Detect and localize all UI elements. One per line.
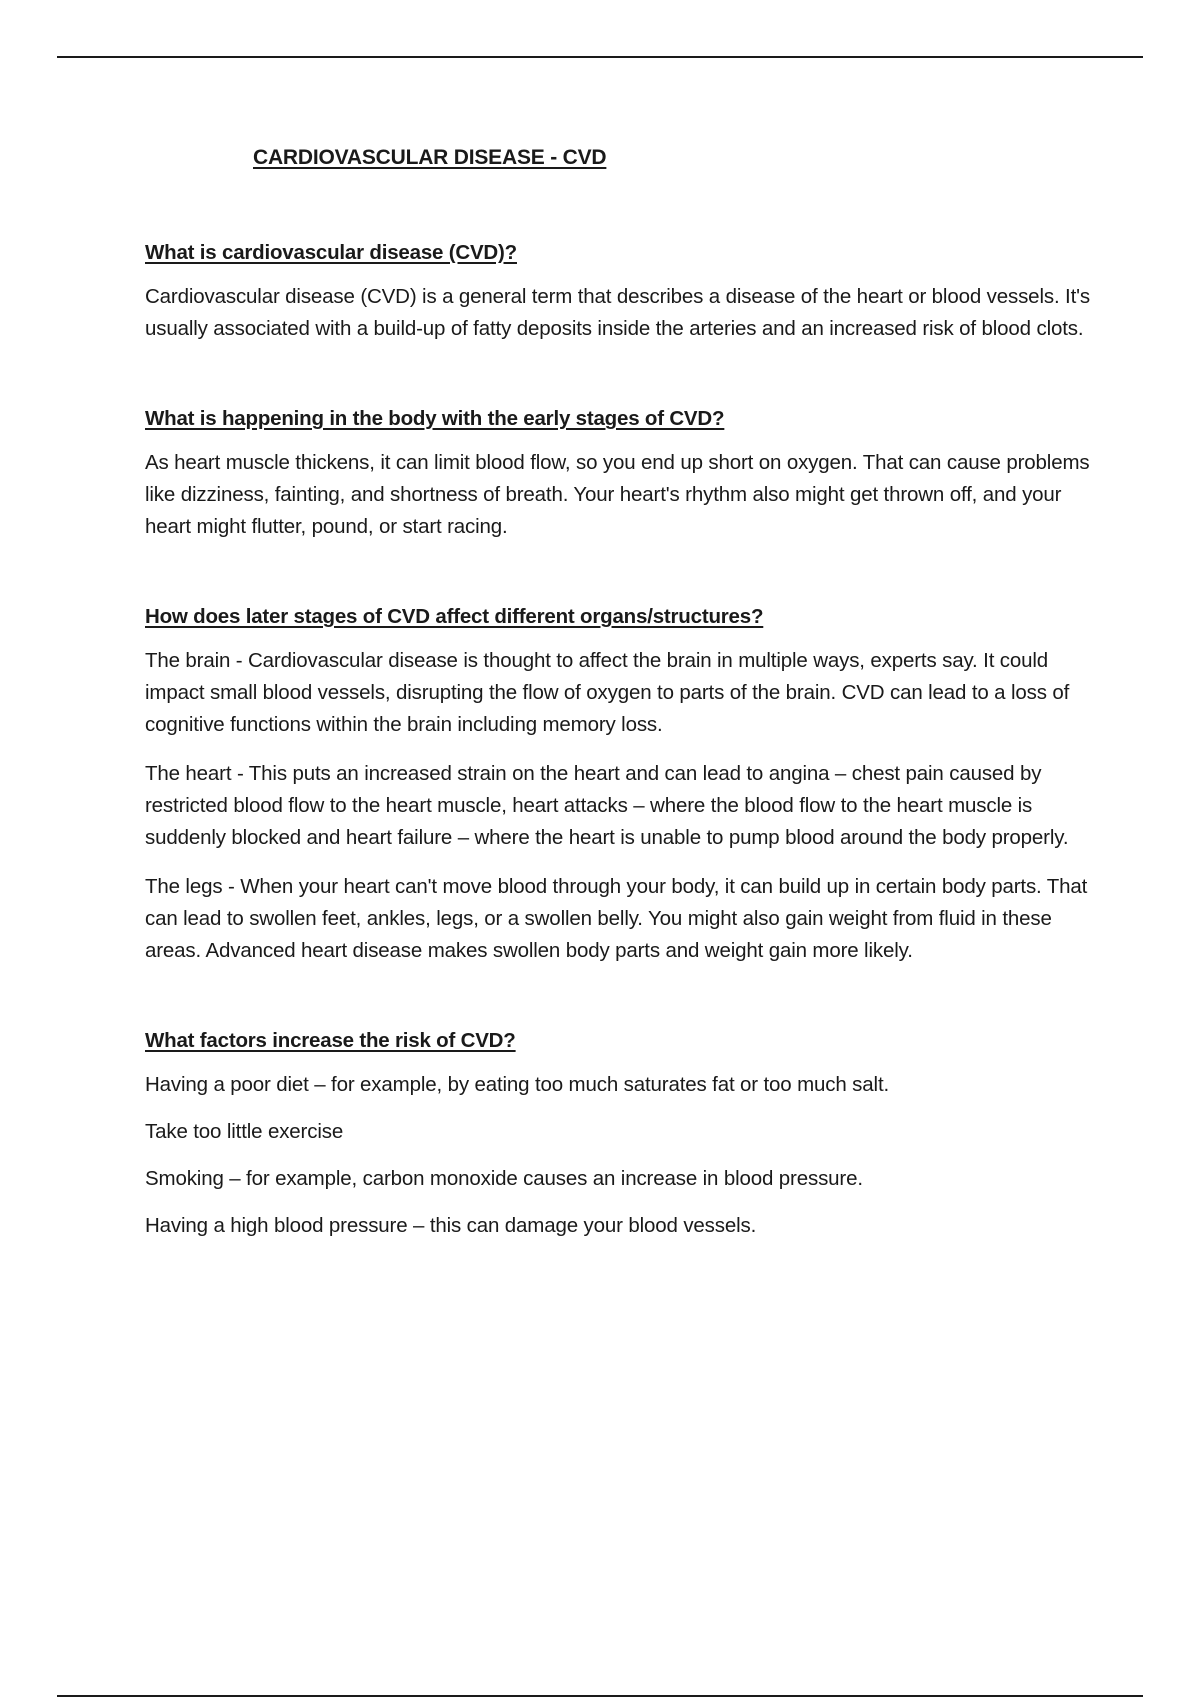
document-body: [145, 240, 1105, 1242]
risk-factor-diet: Having a poor diet – for example, by eating too much saturates fat or too much salt.: [145, 1073, 890, 1096]
document-title: CARDIOVASCULAR DISEASE - CVD: [253, 146, 607, 169]
section-what-is-cvd: [145, 240, 1105, 345]
paragraph-heart: The heart - This puts an increased strain on the heart and can lead to angina – chest pain caused by restricted blood flow to the heart muscle, heart attacks – where the blood flow to the heart muscle is suddenly blocked and heart failure – where the heart is unable to pump blood around the body properly.: [145, 762, 1069, 849]
paragraph: As heart muscle thickens, it can limit blood flow, so you end up short on oxygen. That can cause problems like dizziness, fainting, and shortness of breath. Your heart's rhythm also might get thrown off, and your heart might flutter, pound, or start racing.: [145, 451, 1090, 538]
section-heading: What is happening in the body with the early stages of CVD?: [145, 407, 725, 430]
section-early-stages: [145, 406, 1105, 543]
header-rule: [57, 56, 1143, 58]
section-heading: What is cardiovascular disease (CVD)?: [145, 241, 517, 264]
section-heading: How does later stages of CVD affect different organs/structures?: [145, 605, 764, 628]
footer-rule: [57, 1695, 1143, 1697]
paragraph-brain: The brain - Cardiovascular disease is thought to affect the brain in multiple ways, experts say. It could impact small blood vessels, disrupting the flow of oxygen to parts of the brain. CVD can lead to a loss of cognitive functions within the brain including memory loss.: [145, 649, 1070, 736]
section-later-stages: [145, 604, 1105, 967]
section-risk-factors: [145, 1028, 1105, 1242]
risk-factor-smoking: Smoking – for example, carbon monoxide causes an increase in blood pressure.: [145, 1167, 863, 1190]
paragraph: Cardiovascular disease (CVD) is a general term that describes a disease of the heart or blood vessels. It's usually associated with a build-up of fatty deposits inside the arteries and an increased risk of blood clots.: [145, 285, 1090, 340]
risk-factor-exercise: Take too little exercise: [145, 1120, 344, 1143]
section-heading: What factors increase the risk of CVD?: [145, 1029, 516, 1052]
paragraph-legs: The legs - When your heart can't move blood through your body, it can build up in certain body parts. That can lead to swollen feet, ankles, legs, or a swollen belly. You might also gain weight from fluid in these areas. Advanced heart disease makes swollen body parts and weight gain more likely.: [145, 875, 1088, 962]
risk-factor-blood-pressure: Having a high blood pressure – this can damage your blood vessels.: [145, 1214, 757, 1237]
